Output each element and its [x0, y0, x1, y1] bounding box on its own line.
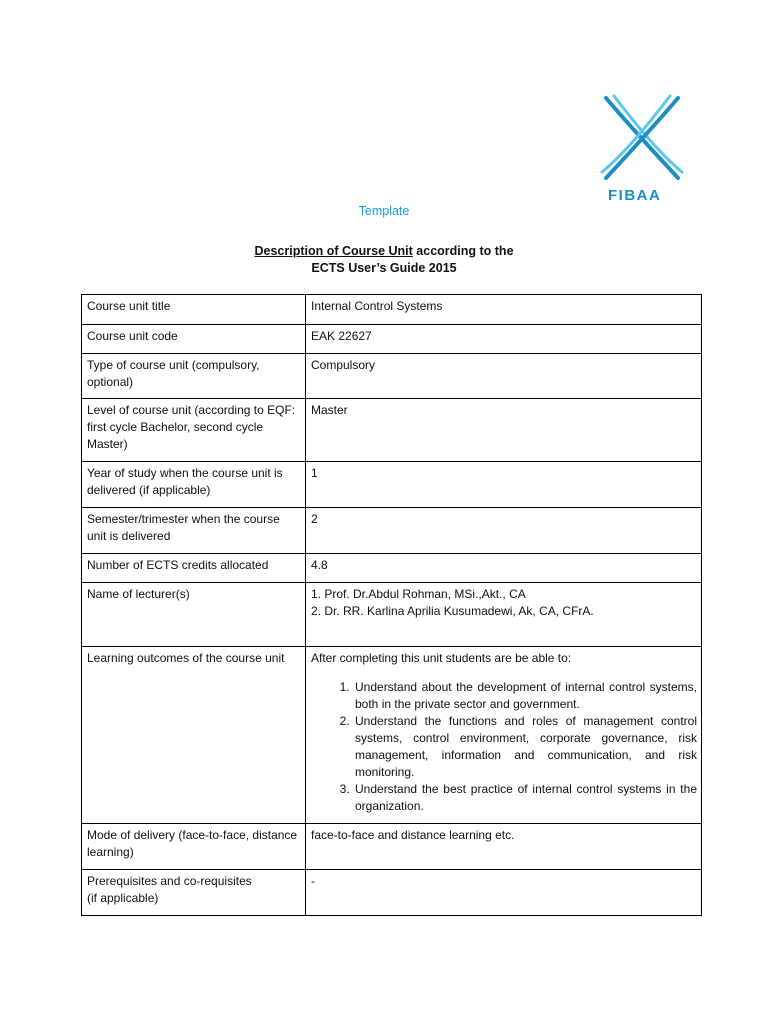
- row-label: Semester/trimester when the course unit is delivered: [82, 508, 306, 554]
- document-heading: [0, 243, 768, 277]
- row-value: face-to-face and distance learning etc.: [306, 824, 702, 870]
- template-label: Template: [358, 204, 410, 218]
- row-value: Compulsory: [306, 354, 702, 399]
- row-value: Internal Control Systems: [306, 295, 702, 325]
- heading-rest: according to the: [412, 244, 514, 258]
- table-row: [82, 325, 702, 354]
- table-row: [82, 870, 702, 916]
- row-label: Name of lecturer(s): [82, 583, 306, 647]
- table-row: [82, 295, 702, 325]
- row-value: 4.8: [306, 554, 702, 583]
- row-label: Type of course unit (compulsory, optional): [82, 354, 306, 399]
- outcome-item: 2. Understand the functions and roles of management control systems, control environment, corporate governance, risk management, information and communication, and risk monitoring.: [353, 713, 697, 781]
- table-row: [82, 647, 702, 824]
- lecturer-2: 2. Dr. RR. Karlina Aprilia Kusumadewi, Ak, CA, CFrA.: [311, 604, 594, 618]
- table-row: [82, 554, 702, 583]
- row-value: -: [306, 870, 702, 916]
- row-label-line2: (if applicable): [87, 891, 159, 905]
- outcome-item: 3. Understand the best practice of internal control systems in the organization.: [353, 781, 697, 815]
- row-value: 2: [306, 508, 702, 554]
- row-label: Mode of delivery (face-to-face, distance learning): [82, 824, 306, 870]
- row-label: Learning outcomes of the course unit: [82, 647, 306, 824]
- table-row: [82, 824, 702, 870]
- row-value: 1: [306, 462, 702, 508]
- row-label: Number of ECTS credits allocated: [82, 554, 306, 583]
- row-value: EAK 22627: [306, 325, 702, 354]
- row-value: [306, 583, 702, 647]
- row-value: [306, 647, 702, 824]
- row-label: [82, 870, 306, 916]
- heading-line2: ECTS User’s Guide 2015: [311, 261, 457, 275]
- outcome-item: 1. Understand about the development of internal control systems, both in the private sector and government.: [353, 679, 697, 713]
- table-row: [82, 399, 702, 462]
- table-row: [82, 508, 702, 554]
- heading-underlined: Description of Course Unit: [254, 244, 413, 258]
- row-label-line1: Prerequisites and co-requisites: [87, 874, 252, 888]
- outcomes-intro: After completing this unit students are be able to:: [311, 651, 572, 665]
- row-value: Master: [306, 399, 702, 462]
- row-label: Course unit title: [82, 295, 306, 325]
- lecturer-1: 1. Prof. Dr.Abdul Rohman, MSi.,Akt., CA: [311, 587, 526, 601]
- row-label: Year of study when the course unit is delivered (if applicable): [82, 462, 306, 508]
- table-row: [82, 583, 702, 647]
- table-row: [82, 462, 702, 508]
- row-label: Level of course unit (according to EQF: first cycle Bachelor, second cycle Master): [82, 399, 306, 462]
- table-row: [82, 354, 702, 399]
- row-label: Course unit code: [82, 325, 306, 354]
- outcomes-list: [311, 679, 697, 815]
- fibaa-logo-text: FIBAA: [608, 187, 662, 204]
- course-unit-table: [81, 294, 702, 916]
